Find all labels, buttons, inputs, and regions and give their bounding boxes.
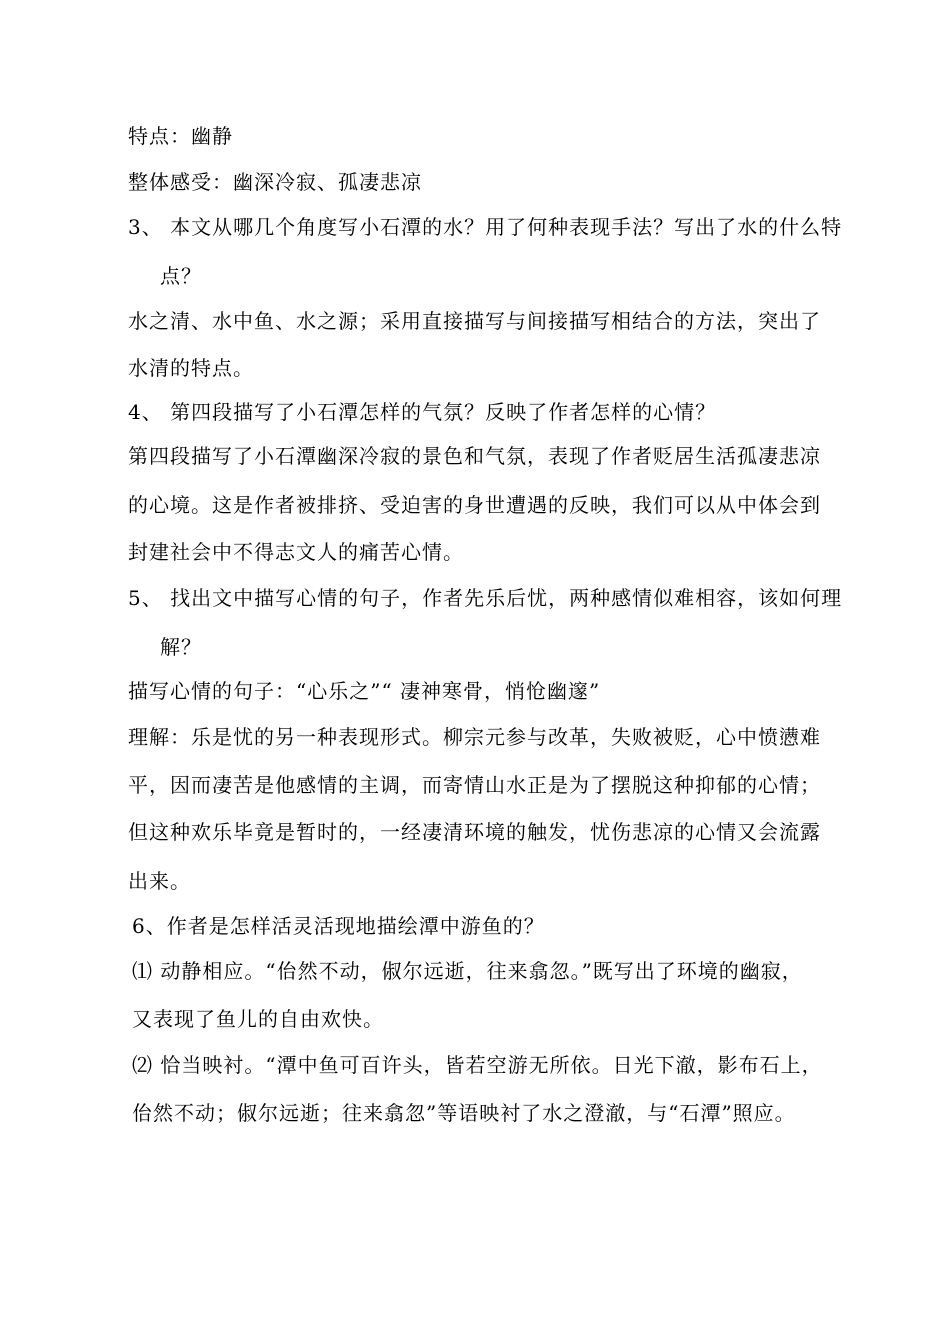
answer-line: 的心境。这是作者被排挤、受迫害的身世遭遇的反映，我们可以从中体会到 — [128, 493, 821, 517]
question-line: 6、作者是怎样活灵活现地描绘潭中游鱼的？ — [132, 914, 545, 938]
answer-line: 水之清、水中鱼、水之源；采用直接描写与间接描写相结合的方法，突出了 — [128, 309, 821, 333]
answer-line: ⑵ 恰当映衬。“潭中鱼可百许头，皆若空游无所依。日光下澈，影布石上， — [132, 1053, 823, 1077]
answer-line: 出来。 — [128, 869, 191, 893]
question-line: 4、 第四段描写了小石潭怎样的气氛？反映了作者怎样的心情？ — [128, 400, 717, 424]
answer-line: 但这种欢乐毕竟是暂时的，一经凄清环境的触发，忧伤悲凉的心情又会流露 — [128, 820, 821, 844]
text-line: 特点：幽静 — [128, 124, 233, 148]
text-line: 整体感受：幽深冷寂、孤凄悲凉 — [128, 170, 422, 194]
answer-line: 第四段描写了小石潭幽深冷寂的景色和气氛，表现了作者贬居生活孤凄悲凉 — [128, 444, 821, 468]
question-line: 5、 找出文中描写心情的句子，作者先乐后忧，两种感情似难相容，该如何理 — [128, 586, 843, 610]
answer-line: 水清的特点。 — [128, 356, 254, 380]
question-line: 点？ — [160, 264, 202, 288]
answer-line: 理解：乐是忧的另一种表现形式。柳宗元参与改革，失败被贬，心中愤懑难 — [128, 725, 821, 749]
answer-line: 平，因而凄苦是他感情的主调，而寄情山水正是为了摆脱这种抑郁的心情； — [128, 773, 821, 797]
question-line: 3、 本文从哪几个角度写小石潭的水？用了何种表现手法？写出了水的什么特 — [128, 215, 843, 239]
answer-line: ⑴ 动静相应。“佁然不动，俶尔远逝，往来翕忽。”既写出了环境的幽寂， — [132, 959, 803, 983]
answer-line: 封建社会中不得志文人的痛苦心情。 — [128, 540, 464, 564]
question-line: 解？ — [160, 635, 202, 659]
answer-line: 佁然不动；俶尔远逝；往来翕忽”等语映衬了水之澄澈，与“石潭”照应。 — [132, 1101, 796, 1125]
answer-line: 又表现了鱼儿的自由欢快。 — [132, 1007, 384, 1031]
answer-line: 描写心情的句子：“心乐之”“ 凄神寒骨，悄怆幽邃” — [128, 679, 601, 703]
